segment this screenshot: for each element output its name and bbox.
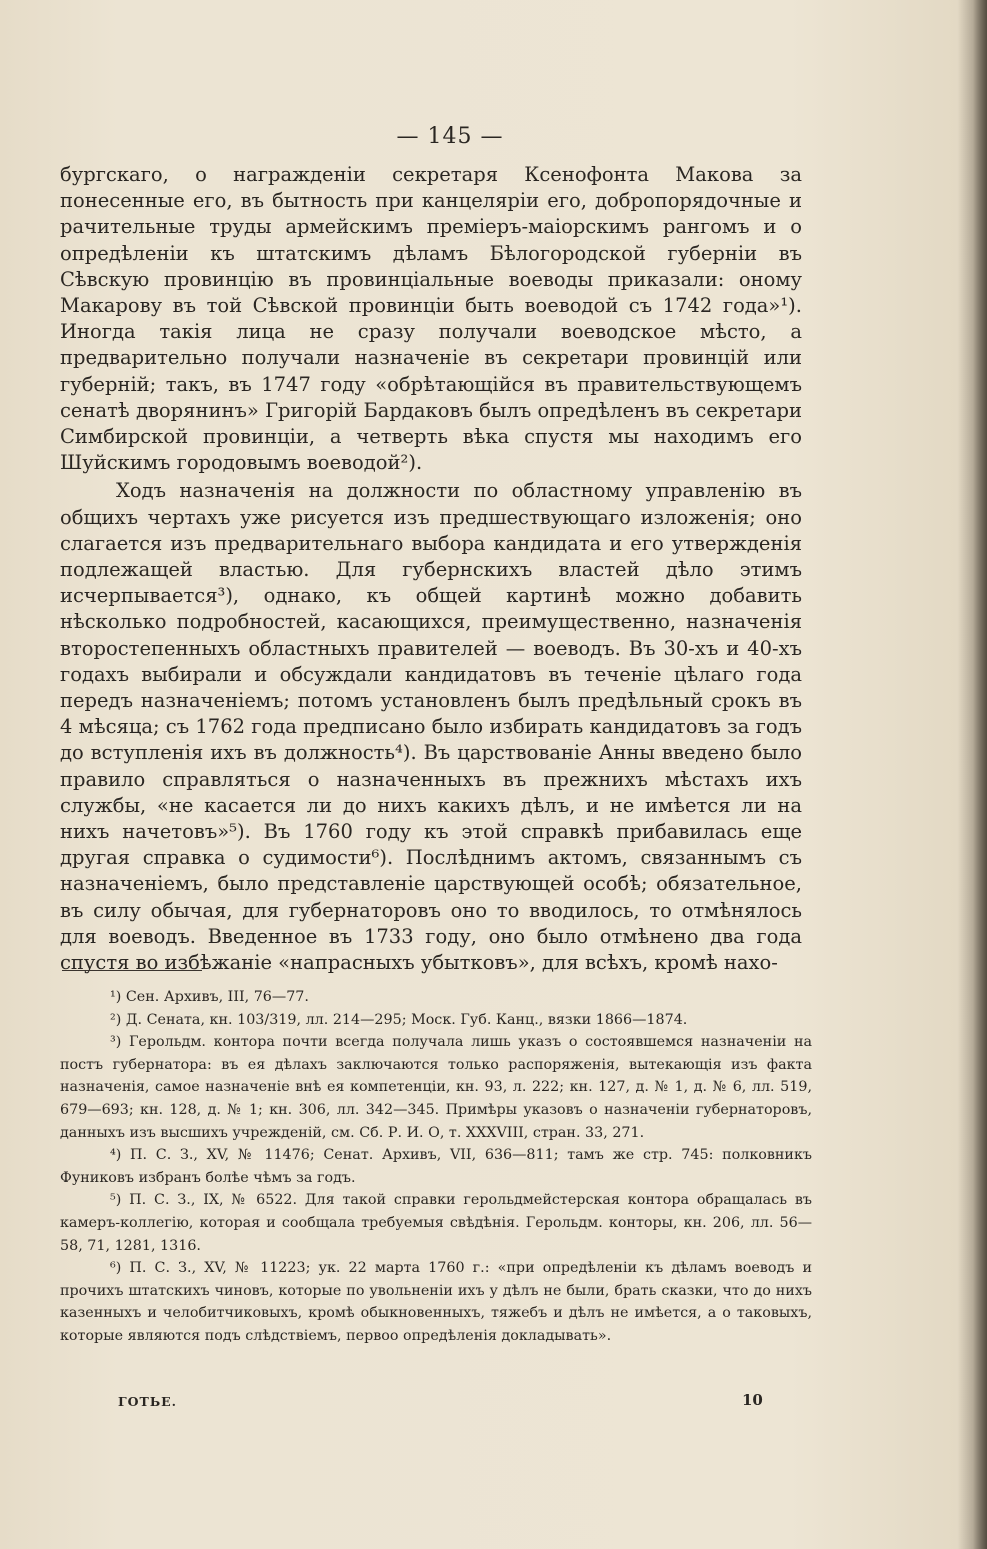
footnote-1: ¹) Сен. Архивъ, III, 76—77. <box>110 989 309 1005</box>
sheet-signature: ГОТЬЕ. <box>118 1394 178 1409</box>
footnotes <box>60 986 812 1348</box>
footnote-4: ⁴) П. С. З., XV, № 11476; Сенат. Архивъ, VII, 636—811; тамъ же стр. 745: полковникъ Фуниковъ избранъ болѣе чѣмъ за годъ. <box>60 1147 812 1186</box>
footnote-5: ⁵) П. С. З., IX, № 6522. Для такой справки герольдмейстерская контора обращалась въ камеръ-коллегію, которая и сообщала требуемыя свѣдѣнія. Герольдм. конторы, кн. 206, лл. 56—58, 71, 1281, 1316. <box>60 1192 812 1254</box>
sheet-number: 10 <box>742 1391 763 1409</box>
page-edge-shadow <box>973 0 987 1549</box>
footnote-2: ²) Д. Сената, кн. 103/319, лл. 214—295; Моск. Губ. Канц., вязки 1866—1874. <box>110 1011 688 1028</box>
paragraph: бургскаго, о награжденіи секретаря Ксенофонта Макова за понесенные его, въ бытность при канцеляріи его, добропорядочные и рачительные труды армейскимъ преміеръ-маіорскимъ рангомъ и о опредѣленіи къ штатскимъ дѣламъ Бѣлогородской губерніи въ Сѣвскую провинцію въ провинціальные воеводы приказали: оному Макарову въ той Сѣвской провинціи быть воеводой съ 1742 года»¹). Иногда такія лица не сразу получали воеводское мѣсто, а предварительно получали назначеніе въ секретари провинцій или губерній; такъ, въ 1747 году «обрѣтающійся въ правительствующемъ сенатѣ дворянинъ» Григорій Бардаковъ былъ опредѣленъ въ секретари Симбирской провинціи, а четверть вѣка спустя мы находимъ его Шуйскимъ городовымъ воеводой²). <box>60 163 802 475</box>
footnote-3: ³) Герольдм. контора почти всегда получала лишь указъ о состоявшемся назначеніи на постъ губернатора: въ ея дѣлахъ заключаются только распоряженія, вытекающія изъ факта назначенія, самое назначеніе внѣ ея компетенціи, кн. 93, л. 222; кн. 127, д. № 1, д. № 6, лл. 519, 679—693; кн. 128, д. № 1; кн. 306, лл. 342—345. Примѣры указовъ о назначеніи губернаторовъ, данныхъ изъ высшихъ учрежденій, см. Сб. Р. И. О, т. XXXVIII, стран. 33, 271. <box>60 1034 812 1141</box>
footnote-divider <box>62 970 202 971</box>
page-number: — 145 — <box>396 124 504 149</box>
footnote-6: ⁶) П. С. З., XV, № 11223; ук. 22 марта 1760 г.: «при опредѣленіи къ дѣламъ воеводъ и прочихъ штатскихъ чиновъ, которые по увольненіи ихъ у дѣлъ не были, брать сказки, что до нихъ казенныхъ и челобитчиковыхъ, кромѣ обыкновенныхъ, тяжебъ и дѣлъ не имѣется, а о таковыхъ, которые являются подъ слѣдствіемъ, первоо опредѣленія докладывать». <box>60 1260 812 1344</box>
main-text <box>60 162 802 976</box>
paragraph: Ходъ назначенія на должности по областному управленію въ общихъ чертахъ уже рисуется изъ предшествующаго изложенія; оно слагается изъ предварительнаго выбора кандидата и его утвержденія подлежащей властью. Для губернскихъ властей дѣло этимъ исчерпывается³), однако, къ общей картинѣ можно добавить нѣсколько подробностей, касающихся, преимущественно, назначенія второстепенныхъ областныхъ правителей — воеводъ. Въ 30-хъ и 40-хъ годахъ выбирали и обсуждали кандидатовъ въ теченіе цѣлаго года передъ назначеніемъ; потомъ установленъ былъ предѣльный срокъ въ 4 мѣсяца; съ 1762 года предписано было избирать кандидатовъ за годъ до вступленія ихъ въ должность⁴). Въ царствованіе Анны введено было правило справляться о назначенныхъ въ прежнихъ мѣстахъ ихъ службы, «не касается ли до нихъ какихъ дѣлъ, и не имѣется ли на нихъ начетовъ»⁵). Въ 1760 году къ этой справкѣ прибавилась еще другая справка о судимости⁶). Послѣднимъ актомъ, связаннымъ съ назначеніемъ, было представленіе царствующей особѣ; обязательное, въ силу обычая, для губернаторовъ оно то вводилось, то отмѣнялось для воеводъ. Введенное въ 1733 году, оно было отмѣнено два года спустя во избѣжаніе «напрасныхъ убытковъ», для всѣхъ, кромѣ нахо- <box>60 479 802 975</box>
